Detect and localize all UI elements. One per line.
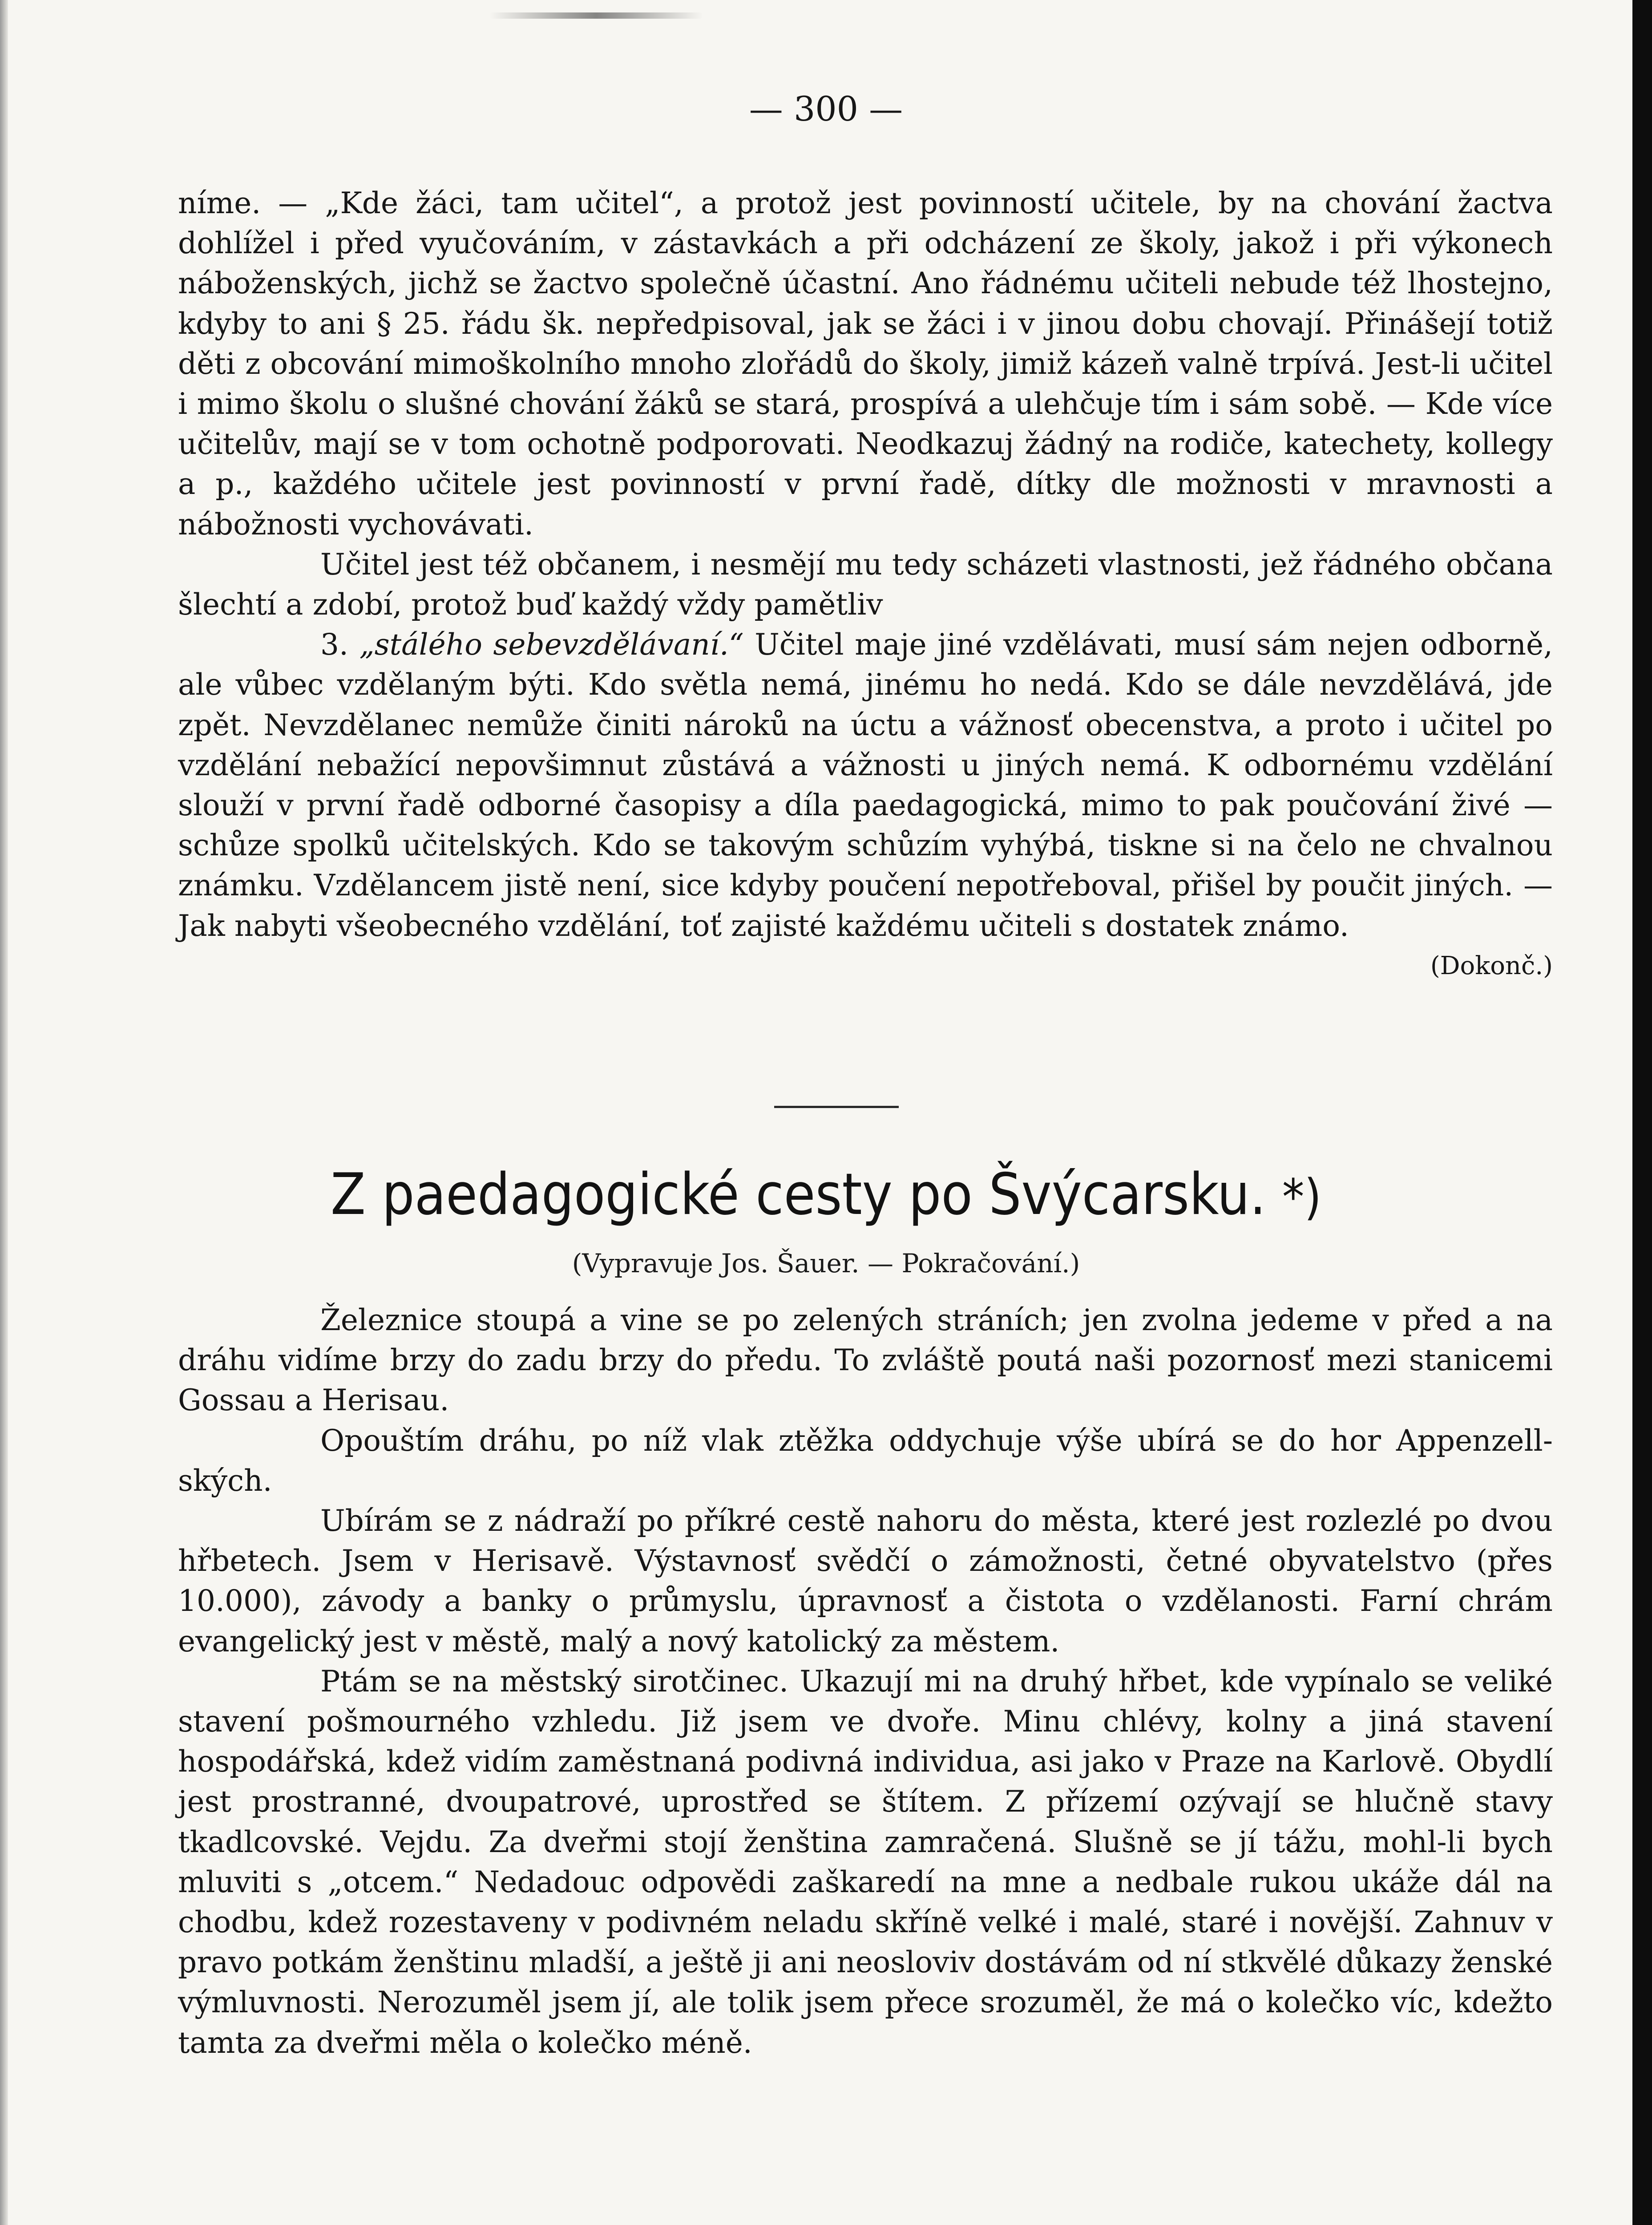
paragraph: níme. — „Kde žáci, tam učitel“, a protož jest povinností učitele, by na chování žactva dohlížel i před vyučováním, v zástavkách a při odcházení ze školy, jakož i při výkonech náboženských, jichž se žactvo společně účastní. Ano řádnému učiteli nebude též lhostejno, kdyby to ani § 25. řádu šk. nepředpisoval, jak se žáci i v jinou dobu chovají. Přinášejí totiž děti z obcování mimoškolního mnoho zlořádů do školy, jimiž kázeň valně trpívá. Jest-li učitel i mimo školu o slušné chování žáků se stará, prospívá a ulehčuje tím i sám sobě. — Kde více učitelův, mají se v tom ochotně podporovati. Neodkazuj žádný na rodiče, katechety, kollegy a p., každého učitele jest povinností v první řadě, dítky dle možnosti v mravnosti a nábožnosti vychovávati. [178, 186, 1553, 542]
numbered-item [178, 625, 1553, 980]
page-left-edge [0, 0, 8, 2225]
continuation-note: (Dokonč.) [1430, 951, 1553, 980]
page-number: — 300 — [749, 89, 903, 129]
item-title: „stálého sebevzdělávaní.“ [359, 627, 744, 662]
paragraph: Ubírám se z nádraží po příkré cestě nahoru do města, které jest rozlezlé po dvou hřbetech. Jsem v Herisavě. Výstavnosť svědčí o zámožnosti, četné obyvatelstvo (přes 10.000), závody a banky o průmyslu, úpravnosť a čistota o vzdělanosti. Farní chrám evangelický jest v městě, malý a nový katolický za městem. [178, 1504, 1553, 1659]
paragraph: Železnice stoupá a vine se po zelených stráních; jen zvolna jedeme v před a na dráhu vidíme brzy do zadu brzy do předu. To zvláště poutá naši pozornosť mezi stanicemi Gossau a Herisau. [178, 1303, 1553, 1418]
page-right-border [1632, 0, 1652, 2225]
title-footnote-mark: *) [1282, 1169, 1321, 1226]
paragraph: Učitel jest též občanem, i nesmějí mu tedy scházeti vlastnosti, jež řádného občana šlechtí a zdobí, protož buď každý vždy pamětliv [178, 547, 1553, 622]
item-number: 3. [320, 627, 348, 662]
article-title [0, 1159, 1652, 1233]
paragraph: Ptám se na městský sirotčinec. Ukazují mi na druhý hřbet, kde vypínalo se veliké stavení pošmourného vzhledu. Již jsem ve dvoře. Minu chlévy, kolny a jiná stavení hospodářská, kdež vidím zaměstnaná podivná individua, asi jako v Praze na Karlově. Obydlí jest prostranné, dvoupatrové, uprostřed se štítem. Z přízemí ozývají se hlučně stavy tkadlcovské. Vejdu. Za dveřmi stojí ženština zamračená. Slušně se jí tážu, mohl-li bych mluviti s „otcem.“ Nedadouc odpovědi zaškaredí na mne a nedbale rukou ukáže dál na chodbu, kdež rozestaveny v podivném neladu skříně velké i malé, staré i novější. Zahnuv v pravo potkám ženštinu mladší, a ještě ji ani neosloviv dostávám od ní stkvělé důkazy ženské výmluvnosti. Nerozuměl jsem jí, ale tolik jsem přece srozuměl, že má o kolečko víc, kdežto tamta za dveřmi měla o kolečko méně. [178, 1664, 1553, 2060]
article-subtitle: (Vypravuje Jos. Šauer. — Pokračování.) [572, 1248, 1080, 1278]
article-body [178, 1300, 1553, 2063]
continued-section [178, 183, 1553, 986]
scan-mark [489, 12, 703, 19]
article-title-text: Z paedagogické cesty po Švýcarsku. [331, 1161, 1266, 1228]
item-text: Učitel maje jiné vzdělávati, musí sám nejen odborně, ale vůbec vzdělaným býti. Kdo světla nemá, jinému ho nedá. Kdo se dále nevzdělává, jde zpět. Nevzdělanec nemůže činiti nároků na úctu a vážnosť obecenstva, a proto i učitel po vzdělání nebažící nepovšimnut zůstává a vážnosti u jiných nemá. K odbornému vzdělání slouží v první řadě odborné časopisy a díla paedagogická, mimo to pak poučování živé — schůze spolků učitelských. Kdo se takovým schůzím vyhýbá, tiskne si na čelo ne chvalnou známku. Vzdělancem jistě není, sice kdyby poučení nepotřeboval, přišel by poučit jiných. — Jak nabyti všeobecného vzdělání, toť zajisté každému učiteli s dostatek známo. [178, 627, 1553, 943]
paragraph: Opouštím dráhu, po níž vlak ztěžka oddychuje výše ubírá se do hor Appenzell-ských. [178, 1423, 1553, 1498]
section-divider [774, 1106, 899, 1108]
